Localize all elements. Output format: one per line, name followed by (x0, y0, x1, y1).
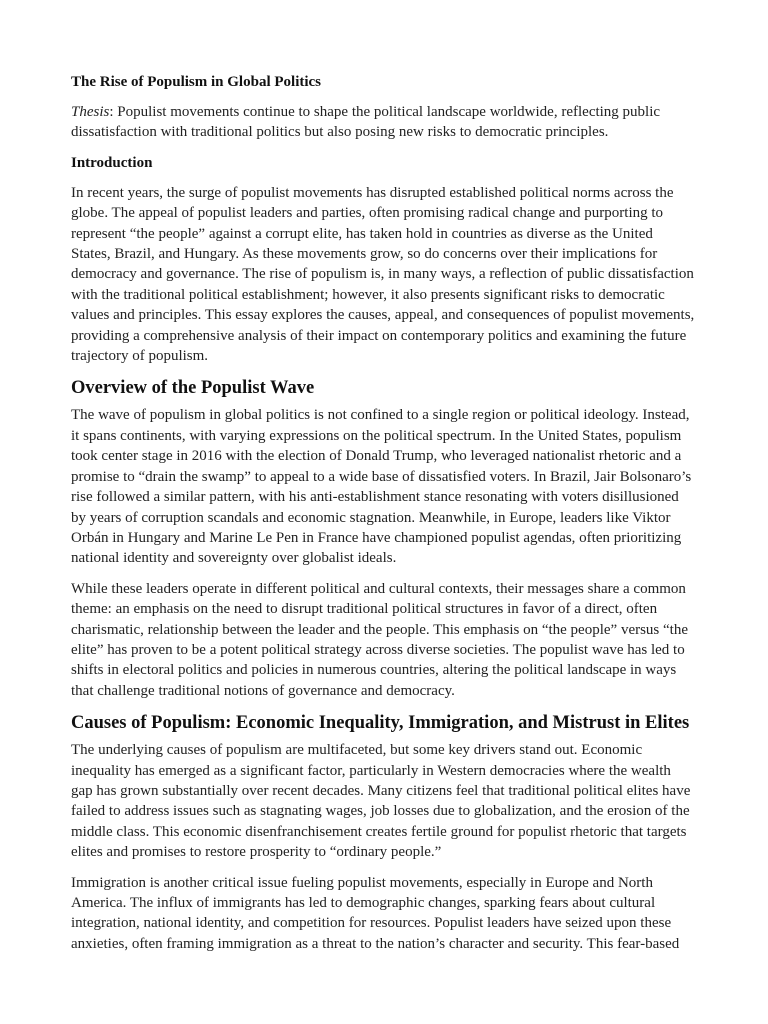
causes-paragraph-1 (71, 740, 711, 862)
overview-paragraph-1 (71, 405, 711, 568)
text-line: America. The influx of immigrants has led to demographic changes, sparking fears about cultural (71, 895, 656, 911)
text-line: The underlying causes of populism are multifaceted, but some key drivers stand out. Economic (71, 742, 643, 759)
text-line: trajectory of populism. (71, 348, 209, 365)
text-line: shifts in electoral politics and policies in numerous countries, altering the political landscape in ways (71, 662, 677, 679)
text-line: promise to “drain the swamp” to appeal to a wide base of dissatisfied voters. In Brazil, Jair Bolsonaro’s (71, 468, 692, 485)
text-line: took center stage in 2016 with the election of Donald Trump, who leveraged nationalist rhetoric and a (71, 448, 682, 465)
text-line: In recent years, the surge of populist movements has disrupted established political norms across the (71, 184, 674, 201)
text-line: integration, national identity, and competition for resources. Populist leaders have seized upon these (71, 915, 672, 932)
text-line: elite” has proven to be a potent political strategy across diverse societies. The populist wave has led to (71, 641, 685, 658)
text-line: Immigration is another critical issue fueling populist movements, especially in Europe and North (71, 874, 653, 891)
introduction-heading: Introduction (71, 154, 153, 171)
text-line: providing a comprehensive analysis of their impact on contemporary politics and examining the future (71, 327, 687, 344)
thesis-paragraph (71, 102, 711, 143)
text-line: by years of corruption scandals and economic stagnation. Meanwhile, in Europe, leaders like Viktor (71, 509, 671, 526)
thesis-separator: : (109, 104, 114, 120)
overview-heading: Overview of the Populist Wave (71, 378, 315, 399)
text-line: rise followed a similar pattern, with his anti-establishment stance resonating with voters disillusioned (71, 489, 679, 506)
overview-paragraph-2 (71, 579, 711, 701)
thesis-line-1 (71, 102, 711, 122)
text-line: Orbán in Hungary and Marine Le Pen in France have championed populist agendas, often prioritizing (71, 529, 682, 546)
text-line: middle class. This economic disenfranchisement creates fertile ground for populist rhetoric that targets (71, 823, 687, 840)
document-title: The Rise of Populism in Global Politics (71, 74, 322, 90)
text-line: While these leaders operate in different political and cultural contexts, their messages share a common (71, 580, 686, 597)
text-line: charismatic, relationship between the leader and the people. This emphasis on “the people” versus “the (71, 621, 689, 638)
text-line: that challenge traditional notions of governance and democracy. (71, 682, 455, 699)
introduction-paragraph (71, 183, 711, 367)
causes-paragraph-2 (71, 873, 711, 955)
text-line: represent “the people” against a corrupt elite, has taken hold in countries as diverse as the United (71, 225, 653, 242)
text-line: inequality has emerged as a significant factor, particularly in Western democracies where the wealth (71, 762, 671, 779)
text-line: with the traditional political establishment; however, it also presents significant risks to democratic (71, 286, 665, 303)
text-line: elites and promises to restore prosperity to “ordinary people.” (71, 844, 442, 861)
text-line: values and principles. This essay explores the causes, appeal, and consequences of populist movements, (71, 307, 695, 324)
text-line: anxieties, often framing immigration as a threat to the nation’s character and security. This fear-based (71, 935, 680, 952)
causes-heading: Causes of Populism: Economic Inequality, Immigration, and Mistrust in Elites (71, 713, 690, 734)
thesis-line-2: dissatisfaction with traditional politics but also posing new risks to democratic principles. (71, 124, 609, 141)
text-line: States, Brazil, and Hungary. As these movements grow, so do concerns over their implications for (71, 246, 658, 263)
text-line: The wave of populism in global politics is not confined to a single region or political ideology. Instead, (71, 407, 690, 424)
text-line: globe. The appeal of populist leaders and parties, often promising radical change and purporting to (71, 205, 664, 222)
text-line: gap has grown substantially over recent decades. Many citizens feel that traditional political elites have (71, 782, 691, 799)
text-line: democracy and governance. The rise of populism is, in many ways, a reflection of public dissatisfaction (71, 266, 694, 283)
text-line: it spans continents, with varying expressions on the political spectrum. In the United States, populism (71, 427, 682, 444)
document-content (71, 72, 711, 964)
thesis-text: Populist movements continue to shape the political landscape worldwide, reflecting public (113, 104, 661, 120)
thesis-label: Thesis (71, 104, 110, 120)
text-line: failed to address issues such as stagnating wages, job losses due to globalization, and the erosion of the (71, 803, 690, 820)
text-line: national identity and sovereignty over globalist ideals. (71, 550, 397, 567)
text-line: theme: an emphasis on the need to disrupt traditional political structures in favor of a direct, often (71, 601, 658, 618)
